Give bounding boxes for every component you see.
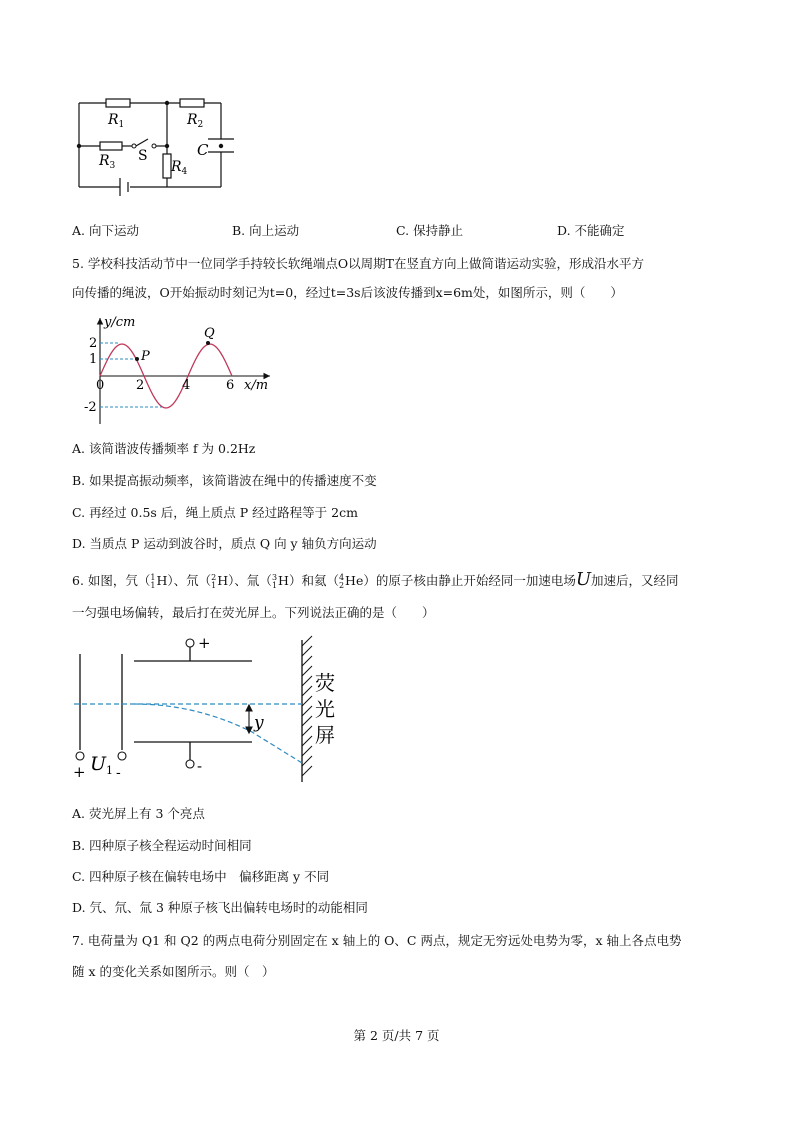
q4-option-d: D. 不能确定 (557, 223, 625, 238)
q6-option-b: B. 四种原子核全程运动时间相同 (72, 838, 252, 853)
q5-option-a: A. 该简谐波传播频率 f 为 0.2Hz (72, 441, 256, 456)
q4-option-c: C. 保持静止 (396, 223, 464, 238)
tick-x6: 6 (226, 378, 235, 393)
r2-label: $R_2$ (187, 112, 204, 130)
deflection-diagram (66, 632, 335, 782)
plus-left-label: + (73, 763, 86, 781)
tick-x2: 2 (136, 378, 145, 393)
u1-label: $U_1$ (90, 753, 114, 777)
tick-y1: 1 (89, 352, 98, 367)
circuit-diagram (70, 92, 245, 192)
q5-stem-line2: 向传播的绳波，O开始振动时刻记为t=0，经过t=3s后该波传播到x=6m处，如图所示，则（ ） (72, 285, 623, 300)
y-axis-label: y/cm (104, 315, 136, 330)
q5-stem-line1: 5. 学校科技活动节中一位同学手持较长软绳端点O以周期T在竖直方向上做简谐运动实验，形成沿水平方 (72, 256, 644, 271)
r3-label: $R_3$ (99, 153, 116, 171)
q5-option-d: D. 当质点 P 运动到波谷时，质点 Q 向 y 轴负方向运动 (72, 536, 377, 551)
page-footer: 第 2 页/共 7 页 (353, 1028, 440, 1043)
tick-x0: 0 (96, 378, 105, 393)
q6-stem-line1: 6. 如图，氕（ 1 1 H）、氘（ 2 1 H）、氚（ 3 1 H）和氦（ 4 2 He）的原子核由静止开始经同一加速电场U加速后，又经同 (72, 569, 679, 590)
q7-stem-line1: 7. 电荷量为 Q1 和 Q2 的两点电荷分别固定在 x 轴上的 O、C 两点，规定无穷远处电势为零，x 轴上各点电势 (72, 933, 682, 948)
y-label: y (254, 713, 264, 733)
tick-x4: 4 (182, 378, 191, 393)
q5-option-b: B. 如果提高振动频率，该简谐波在绳中的传播速度不变 (72, 473, 377, 488)
svg-text:光: 光 (315, 697, 335, 721)
q6-option-c: C. 四种原子核在偏转电场中 偏移距离 y 不同 (72, 869, 330, 884)
q6-option-d: D. 氕、氘、氚 3 种原子核飞出偏转电场时的动能相同 (72, 900, 368, 915)
r4-label: $R_4$ (171, 159, 188, 177)
screen-label (315, 671, 335, 747)
minus-bottom-label: - (197, 757, 203, 775)
wave-graph (80, 310, 280, 430)
capacitor-label: C (197, 141, 209, 159)
q6-option-a: A. 荧光屏上有 3 个亮点 (72, 806, 205, 821)
svg-text:屏: 屏 (315, 723, 335, 747)
switch-label: S (138, 148, 148, 164)
tick-ym2: -2 (84, 400, 97, 415)
point-p (135, 357, 139, 361)
q7-stem-line2: 随 x 的变化关系如图所示。则（ ） (72, 964, 275, 979)
x-axis-label: x/m (244, 378, 269, 393)
label-p: P (141, 349, 150, 364)
q5-option-c: C. 再经过 0.5s 后，绳上质点 P 经过路程等于 2cm (72, 505, 358, 520)
q4-option-b: B. 向上运动 (232, 223, 300, 238)
q6-stem-line2: 一匀强电场偏转，最后打在荧光屏上。下列说法正确的是（ ） (72, 605, 435, 620)
r1-label: $R_1$ (108, 112, 125, 130)
q4-option-a: A. 向下运动 (72, 223, 139, 238)
svg-text:荧: 荧 (315, 671, 335, 695)
label-q: Q (204, 326, 215, 341)
minus-left-label: - (116, 765, 121, 781)
plus-top-label: + (198, 634, 211, 652)
tick-y2: 2 (89, 336, 98, 351)
point-q (206, 341, 210, 345)
